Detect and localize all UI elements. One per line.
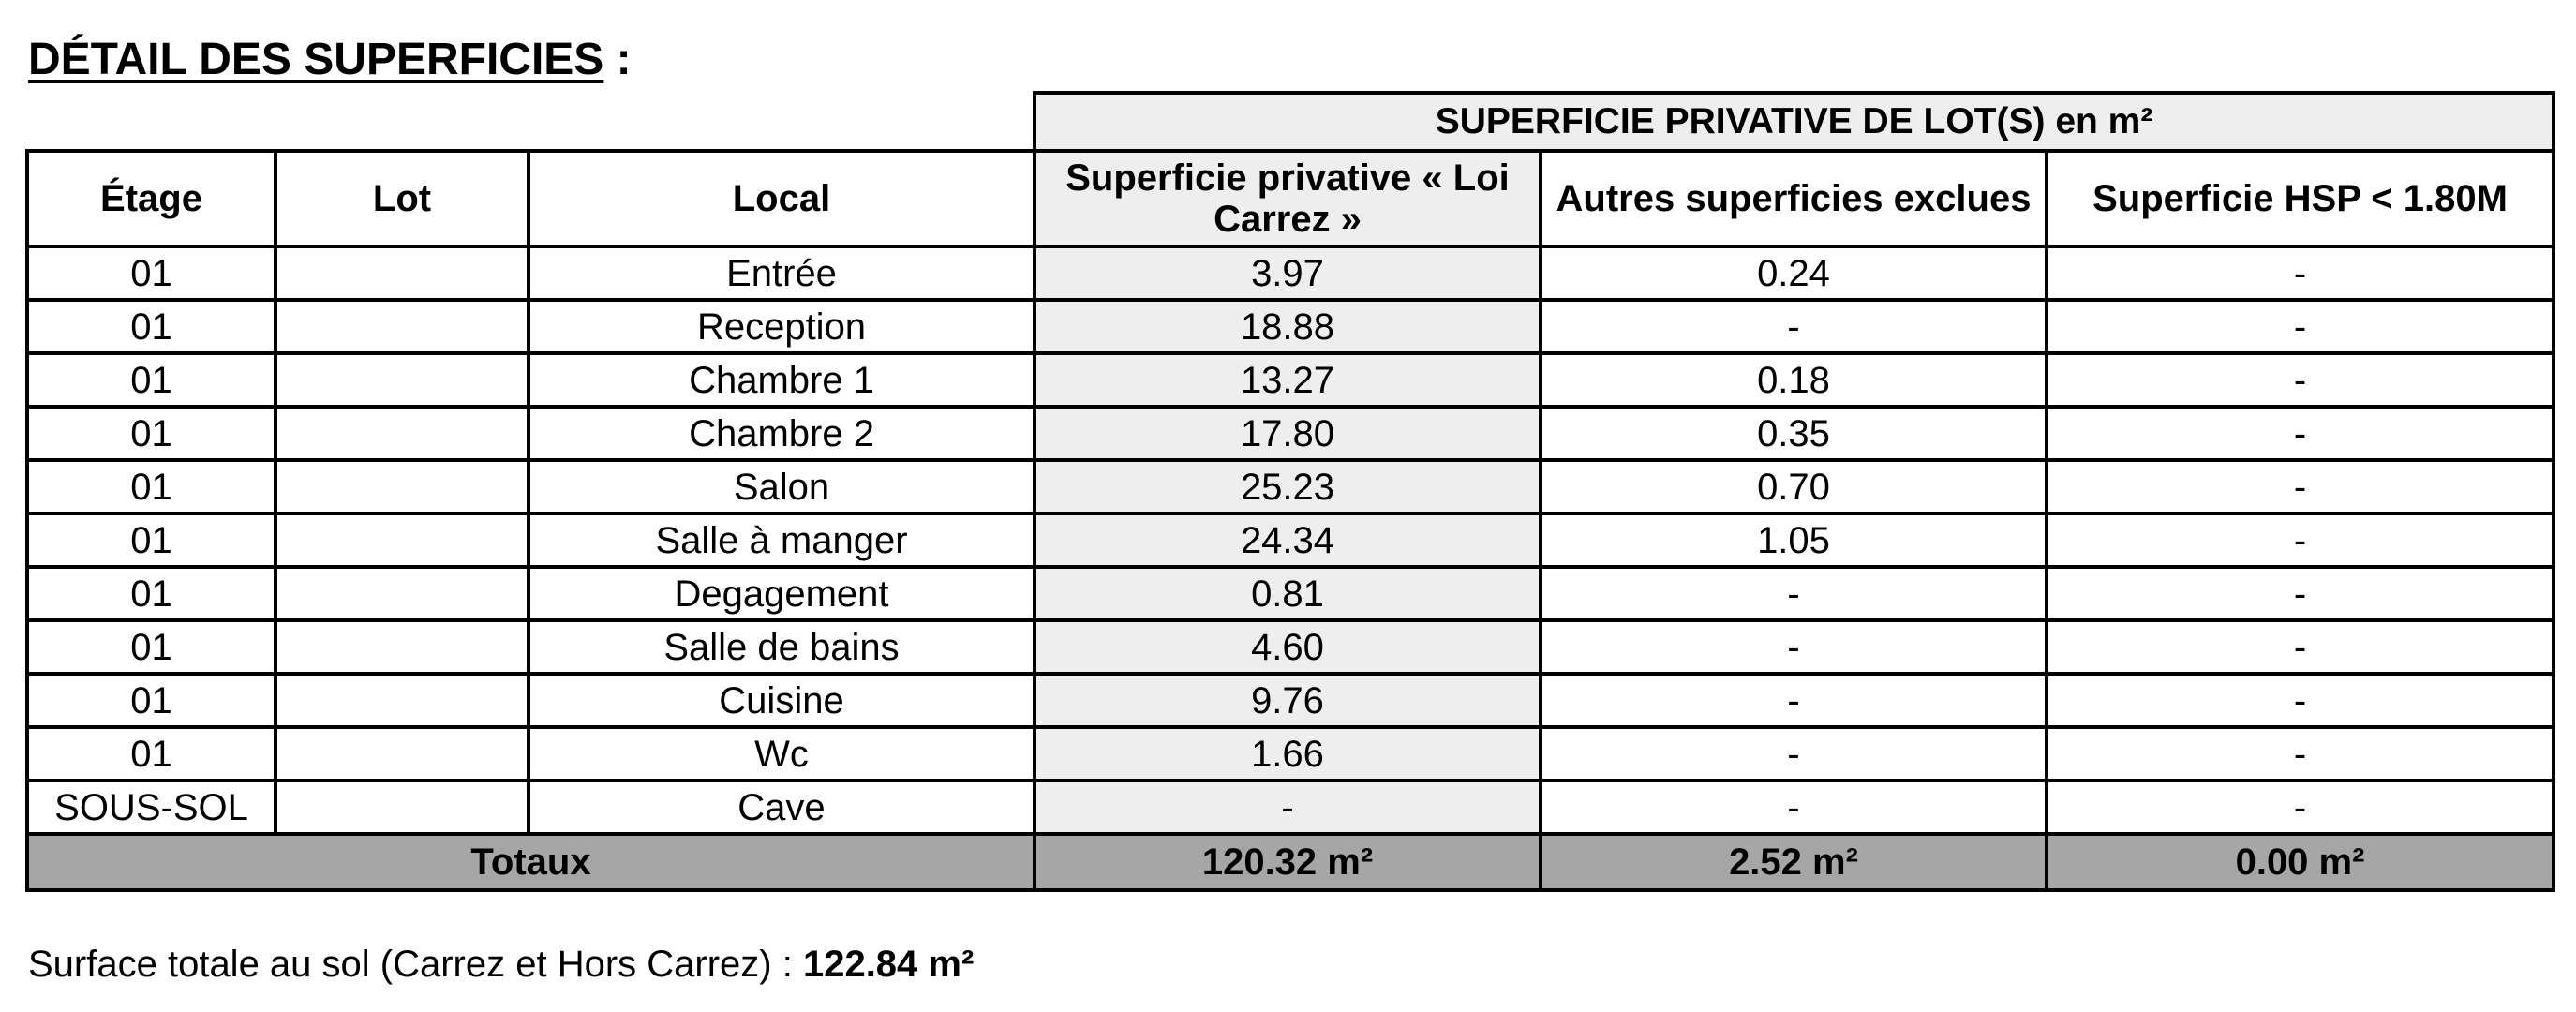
cell-carrez: 4.60 bbox=[1035, 620, 1541, 674]
summary-value: 122.84 m² bbox=[802, 944, 975, 985]
cell-etage: 01 bbox=[27, 567, 275, 620]
header-lot: Lot bbox=[275, 151, 529, 246]
cell-hsp: - bbox=[2047, 407, 2554, 460]
cell-hsp: - bbox=[2047, 727, 2554, 781]
header-carrez: Superficie privative « Loi Carrez » bbox=[1035, 151, 1541, 246]
table-row bbox=[27, 300, 2554, 353]
cell-lot bbox=[275, 513, 529, 567]
section-title bbox=[28, 32, 632, 88]
cell-etage: 01 bbox=[27, 513, 275, 567]
cell-carrez: 9.76 bbox=[1035, 674, 1541, 727]
cell-autres: 0.18 bbox=[1541, 353, 2047, 407]
header-local: Local bbox=[529, 151, 1035, 246]
table-row bbox=[27, 407, 2554, 460]
cell-local: Salle à manger bbox=[529, 513, 1035, 567]
blank-cell bbox=[27, 93, 275, 151]
cell-carrez: 13.27 bbox=[1035, 353, 1541, 407]
cell-etage: 01 bbox=[27, 460, 275, 513]
blank-cell bbox=[275, 93, 529, 151]
table-row bbox=[27, 781, 2554, 834]
cell-lot bbox=[275, 674, 529, 727]
cell-etage: 01 bbox=[27, 300, 275, 353]
table-row bbox=[27, 620, 2554, 674]
cell-autres: - bbox=[1541, 727, 2047, 781]
cell-hsp: - bbox=[2047, 460, 2554, 513]
group-header: SUPERFICIE PRIVATIVE DE LOT(S) en m² bbox=[1035, 93, 2554, 151]
cell-autres: 0.24 bbox=[1541, 246, 2047, 300]
cell-lot bbox=[275, 727, 529, 781]
cell-carrez: - bbox=[1035, 781, 1541, 834]
header-etage: Étage bbox=[27, 151, 275, 246]
cell-hsp: - bbox=[2047, 353, 2554, 407]
cell-autres: 0.70 bbox=[1541, 460, 2047, 513]
header-hsp: Superficie HSP < 1.80M bbox=[2047, 151, 2554, 246]
surface-table bbox=[25, 91, 2555, 892]
table-row bbox=[27, 567, 2554, 620]
cell-hsp: - bbox=[2047, 620, 2554, 674]
cell-autres: - bbox=[1541, 567, 2047, 620]
cell-autres: - bbox=[1541, 674, 2047, 727]
section-title-suffix: : bbox=[603, 35, 632, 84]
blank-cell bbox=[529, 93, 1035, 151]
column-header-row bbox=[27, 151, 2554, 246]
group-header-row bbox=[27, 93, 2554, 151]
cell-etage: 01 bbox=[27, 727, 275, 781]
cell-autres: - bbox=[1541, 300, 2047, 353]
cell-local: Degagement bbox=[529, 567, 1035, 620]
totals-carrez: 120.32 m² bbox=[1035, 834, 1541, 890]
cell-carrez: 24.34 bbox=[1035, 513, 1541, 567]
table-row bbox=[27, 727, 2554, 781]
cell-local: Salon bbox=[529, 460, 1035, 513]
table-row bbox=[27, 674, 2554, 727]
cell-autres: 0.35 bbox=[1541, 407, 2047, 460]
header-autres: Autres superficies exclues bbox=[1541, 151, 2047, 246]
table-row bbox=[27, 513, 2554, 567]
cell-carrez: 25.23 bbox=[1035, 460, 1541, 513]
cell-etage: 01 bbox=[27, 674, 275, 727]
section-title-text: DÉTAIL DES SUPERFICIES bbox=[28, 35, 604, 84]
totals-row bbox=[27, 834, 2554, 890]
cell-lot bbox=[275, 620, 529, 674]
cell-local: Salle de bains bbox=[529, 620, 1035, 674]
cell-local: Cave bbox=[529, 781, 1035, 834]
summary-label: Surface totale au sol (Carrez et Hors Carrez) : bbox=[28, 944, 803, 985]
cell-lot bbox=[275, 460, 529, 513]
cell-hsp: - bbox=[2047, 567, 2554, 620]
cell-autres: - bbox=[1541, 781, 2047, 834]
cell-carrez: 3.97 bbox=[1035, 246, 1541, 300]
cell-autres: - bbox=[1541, 620, 2047, 674]
cell-lot bbox=[275, 407, 529, 460]
cell-local: Chambre 2 bbox=[529, 407, 1035, 460]
cell-local: Chambre 1 bbox=[529, 353, 1035, 407]
cell-local: Reception bbox=[529, 300, 1035, 353]
cell-lot bbox=[275, 300, 529, 353]
cell-hsp: - bbox=[2047, 781, 2554, 834]
cell-autres: 1.05 bbox=[1541, 513, 2047, 567]
totals-hsp: 0.00 m² bbox=[2047, 834, 2554, 890]
cell-lot bbox=[275, 246, 529, 300]
cell-etage: 01 bbox=[27, 353, 275, 407]
total-surface-summary bbox=[28, 940, 974, 989]
table-row bbox=[27, 460, 2554, 513]
cell-etage: 01 bbox=[27, 407, 275, 460]
cell-hsp: - bbox=[2047, 513, 2554, 567]
table-row bbox=[27, 353, 2554, 407]
table-row bbox=[27, 246, 2554, 300]
cell-hsp: - bbox=[2047, 300, 2554, 353]
cell-lot bbox=[275, 781, 529, 834]
cell-hsp: - bbox=[2047, 246, 2554, 300]
cell-carrez: 1.66 bbox=[1035, 727, 1541, 781]
cell-hsp: - bbox=[2047, 674, 2554, 727]
cell-etage: SOUS-SOL bbox=[27, 781, 275, 834]
cell-local: Entrée bbox=[529, 246, 1035, 300]
cell-carrez: 18.88 bbox=[1035, 300, 1541, 353]
cell-etage: 01 bbox=[27, 246, 275, 300]
cell-carrez: 17.80 bbox=[1035, 407, 1541, 460]
cell-lot bbox=[275, 353, 529, 407]
totals-label: Totaux bbox=[27, 834, 1035, 890]
cell-carrez: 0.81 bbox=[1035, 567, 1541, 620]
cell-lot bbox=[275, 567, 529, 620]
cell-local: Wc bbox=[529, 727, 1035, 781]
cell-etage: 01 bbox=[27, 620, 275, 674]
cell-local: Cuisine bbox=[529, 674, 1035, 727]
totals-autres: 2.52 m² bbox=[1541, 834, 2047, 890]
